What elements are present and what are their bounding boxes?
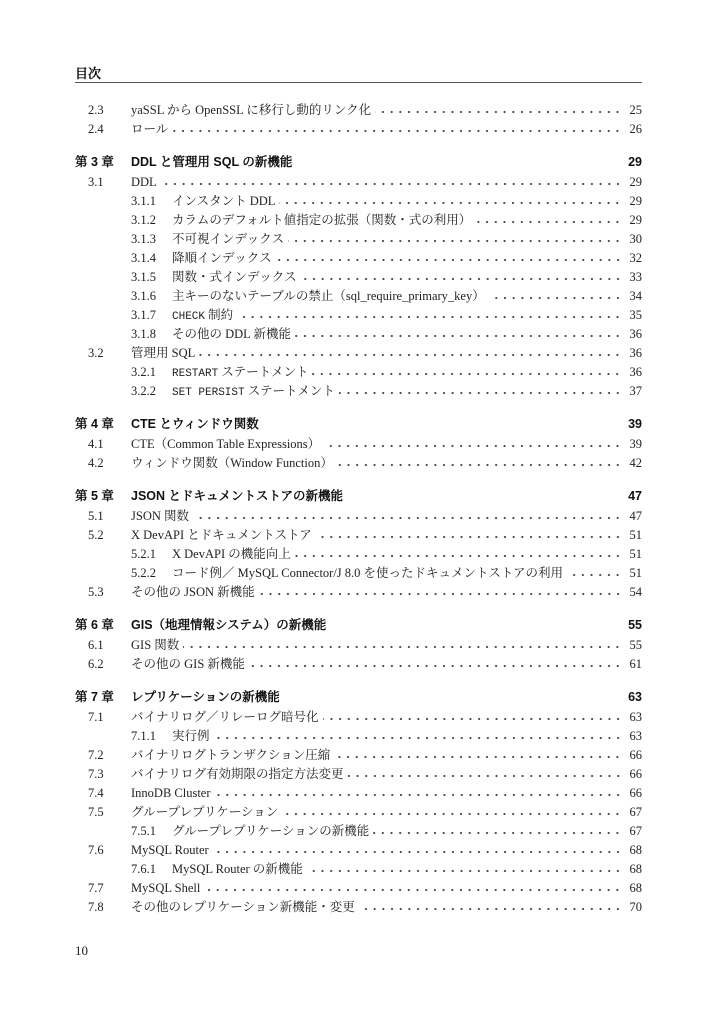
entry-page: 29: [629, 194, 642, 208]
dot-leader: [237, 315, 622, 319]
toc-chapter[interactable]: [75, 414, 642, 435]
entry-page: 29: [629, 175, 642, 189]
toc-section[interactable]: [75, 841, 642, 860]
entry-number: 3.1.6: [131, 289, 156, 303]
dot-leader: [259, 592, 622, 596]
dot-leader: [282, 812, 622, 816]
toc-section[interactable]: [75, 583, 642, 602]
dot-leader: [193, 516, 622, 520]
entry-title: カラムのデフォルト値指定の拡張（関数・式の利用）: [172, 213, 472, 227]
entry-number: 7.1: [88, 710, 104, 724]
page-number: 10: [75, 943, 88, 958]
entry-number: 7.6: [88, 843, 104, 857]
entry-title: バイナリログ／リレーログ暗号化: [131, 710, 319, 724]
entry-page: 32: [629, 251, 642, 265]
toc-section[interactable]: [75, 526, 642, 545]
entry-page: 25: [629, 103, 642, 117]
dot-leader: [213, 850, 622, 854]
toc-section[interactable]: [75, 344, 642, 363]
entry-number: 4.1: [88, 437, 104, 451]
entry-title: その他の GIS 新機能: [131, 657, 245, 671]
entry-number: 第 3 章: [75, 155, 114, 169]
dot-leader: [295, 554, 622, 558]
entry-title: グループレプリケーション: [131, 805, 279, 819]
toc-subsection[interactable]: [75, 325, 642, 344]
entry-page: 47: [629, 509, 642, 523]
entry-number: 3.1.4: [131, 251, 156, 265]
entry-number: 7.4: [88, 786, 104, 800]
entry-page: 51: [629, 528, 642, 542]
entry-number: 3.1: [88, 175, 104, 189]
toc-chapter[interactable]: [75, 615, 642, 636]
toc-section[interactable]: [75, 454, 642, 473]
entry-page: 29: [628, 155, 642, 169]
entry-number: 7.3: [88, 767, 104, 781]
toc-chapter[interactable]: [75, 687, 642, 708]
entry-title: 関数・式インデックス: [172, 270, 297, 284]
toc-subsection[interactable]: [75, 545, 642, 564]
toc-section[interactable]: [75, 803, 642, 822]
entry-page: 33: [629, 270, 642, 284]
entry-page: 26: [629, 122, 642, 136]
toc-subsection[interactable]: [75, 306, 642, 325]
entry-title: 主キーのないテーブルの禁止（sql_require_primary_key）: [172, 289, 485, 303]
entry-number: 7.5.1: [131, 824, 156, 838]
toc-subsection[interactable]: [75, 249, 642, 268]
dot-leader: [312, 372, 622, 376]
dot-leader: [199, 353, 622, 357]
entry-number: 3.2: [88, 346, 104, 360]
entry-number: 3.1.3: [131, 232, 156, 246]
entry-page: 68: [629, 843, 642, 857]
dot-leader: [489, 296, 622, 300]
toc-section[interactable]: [75, 173, 642, 192]
entry-page: 55: [629, 638, 642, 652]
entry-number: 7.8: [88, 900, 104, 914]
toc-section[interactable]: [75, 655, 642, 674]
toc-section[interactable]: [75, 879, 642, 898]
toc-subsection[interactable]: [75, 211, 642, 230]
dot-leader: [295, 334, 622, 338]
entry-title: その他の DDL 新機能: [172, 327, 291, 341]
entry-number: 3.1.7: [131, 308, 156, 322]
entry-number: 第 5 章: [75, 489, 114, 503]
dot-leader: [337, 463, 622, 467]
entry-title: グループレプリケーションの新機能: [172, 824, 370, 838]
entry-title: 管理用 SQL: [131, 346, 196, 360]
entry-number: 第 7 章: [75, 690, 114, 704]
entry-title: GIS（地理情報システム）の新機能: [131, 618, 327, 632]
entry-page: 35: [629, 308, 642, 322]
entry-number: 5.2: [88, 528, 104, 542]
entry-title: InnoDB Cluster: [131, 786, 211, 800]
dot-leader: [172, 129, 622, 133]
dot-leader: [288, 239, 622, 243]
entry-title: その他のレプリケーション新機能・変更: [131, 900, 355, 914]
entry-page: 39: [629, 437, 642, 451]
entry-page: 36: [629, 365, 642, 379]
entry-number: 5.2.1: [131, 547, 156, 561]
entry-title: バイナリログ有効期限の指定方法変更: [131, 767, 344, 781]
toc-section[interactable]: [75, 746, 642, 765]
entry-page: 66: [629, 786, 642, 800]
entry-title: MySQL Router の新機能: [172, 862, 303, 876]
dot-leader: [339, 391, 622, 395]
entry-page: 54: [629, 585, 642, 599]
entry-number: 2.3: [88, 103, 104, 117]
entry-page: 67: [629, 824, 642, 838]
entry-page: 51: [629, 566, 642, 580]
running-header: 目次: [75, 66, 102, 81]
entry-title: CTE とウィンドウ関数: [131, 417, 259, 431]
entry-number: 第 6 章: [75, 618, 114, 632]
entry-page: 34: [629, 289, 642, 303]
entry-number: 7.5: [88, 805, 104, 819]
entry-page: 55: [628, 618, 642, 632]
entry-page: 37: [629, 384, 642, 398]
toc-section[interactable]: [75, 784, 642, 803]
toc-section[interactable]: [75, 636, 642, 655]
dot-leader: [204, 888, 622, 892]
toc-section[interactable]: [75, 101, 642, 120]
entry-title: X DevAPI とドキュメントストア: [131, 528, 312, 542]
entry-page: 63: [628, 690, 642, 704]
entry-number: 5.1: [88, 509, 104, 523]
dot-leader: [183, 645, 622, 649]
toc-subsection[interactable]: [75, 727, 642, 746]
entry-page: 39: [628, 417, 642, 431]
toc-subsection[interactable]: [75, 287, 642, 306]
entry-number: 3.1.1: [131, 194, 156, 208]
entry-title: JSON とドキュメントストアの新機能: [131, 489, 344, 503]
toc-section[interactable]: [75, 765, 642, 784]
entry-title: JSON 関数: [131, 509, 189, 523]
entry-code: RESTART: [172, 368, 219, 380]
entry-page: 47: [628, 489, 642, 503]
dot-leader: [324, 444, 622, 448]
entry-title: コード例／ MySQL Connector/J 8.0 を使ったドキュメントストアの利用: [172, 566, 564, 580]
entry-number: 6.2: [88, 657, 104, 671]
entry-page: 63: [629, 710, 642, 724]
entry-page: 29: [629, 213, 642, 227]
entry-page: 36: [629, 327, 642, 341]
dot-leader: [215, 793, 622, 797]
entry-title: RESTART ステートメント: [172, 365, 309, 380]
entry-number: 5.3: [88, 585, 104, 599]
dot-leader: [316, 535, 622, 539]
entry-number: 7.7: [88, 881, 104, 895]
toc-section[interactable]: [75, 120, 642, 139]
entry-title: DDL と管理用 SQL の新機能: [131, 155, 293, 169]
entry-number: 7.1.1: [131, 729, 156, 743]
toc-subsection[interactable]: [75, 564, 642, 583]
header-rule: [75, 82, 642, 83]
entry-number: 3.1.5: [131, 270, 156, 284]
entry-title: DDL: [131, 175, 157, 189]
entry-page: 42: [629, 456, 642, 470]
toc-section[interactable]: [75, 435, 642, 454]
entry-number: 7.2: [88, 748, 104, 762]
toc-subsection[interactable]: [75, 860, 642, 879]
entry-title: CHECK 制約: [172, 308, 234, 323]
entry-title: ロール: [131, 122, 169, 136]
entry-title: バイナリログトランザクション圧縮: [131, 748, 331, 762]
entry-title: MySQL Shell: [131, 881, 201, 895]
toc-subsection[interactable]: [75, 363, 642, 382]
entry-number: 3.2.1: [131, 365, 156, 379]
toc-subsection[interactable]: [75, 382, 642, 401]
dot-leader: [276, 258, 622, 262]
table-of-contents: [75, 101, 642, 917]
entry-page: 70: [629, 900, 642, 914]
toc-subsection[interactable]: [75, 230, 642, 249]
entry-title: CTE（Common Table Expressions）: [131, 437, 321, 451]
dot-leader: [348, 774, 622, 778]
dot-leader: [334, 755, 622, 759]
dot-leader: [279, 201, 622, 205]
toc-chapter[interactable]: [75, 486, 642, 507]
entry-title: yaSSL から OpenSSL に移行し動的リンク化: [131, 103, 372, 117]
entry-page: 67: [629, 805, 642, 819]
entry-title: 実行例: [172, 729, 210, 743]
entry-number: 5.2.2: [131, 566, 156, 580]
toc-subsection[interactable]: [75, 822, 642, 841]
entry-title: 不可視インデックス: [172, 232, 285, 246]
entry-number: 第 4 章: [75, 417, 114, 431]
entry-page: 51: [629, 547, 642, 561]
entry-title: GIS 関数: [131, 638, 180, 652]
entry-page: 68: [629, 881, 642, 895]
dot-leader: [249, 664, 622, 668]
entry-number: 4.2: [88, 456, 104, 470]
dot-leader: [475, 220, 622, 224]
entry-number: 2.4: [88, 122, 104, 136]
entry-title: 降順インデックス: [172, 251, 272, 265]
entry-page: 61: [629, 657, 642, 671]
dot-leader: [373, 831, 622, 835]
dot-leader: [301, 277, 622, 281]
entry-page: 36: [629, 346, 642, 360]
toc-chapter[interactable]: [75, 152, 642, 173]
toc-subsection[interactable]: [75, 268, 642, 287]
entry-title: ウィンドウ関数（Window Function）: [131, 456, 333, 470]
dot-leader: [161, 182, 622, 186]
dot-leader: [359, 907, 622, 911]
entry-title: MySQL Router: [131, 843, 209, 857]
dot-leader: [323, 717, 622, 721]
entry-page: 66: [629, 748, 642, 762]
entry-title: レプリケーションの新機能: [131, 690, 280, 704]
entry-number: 6.1: [88, 638, 104, 652]
entry-page: 68: [629, 862, 642, 876]
entry-title: SET PERSIST ステートメント: [172, 384, 335, 399]
entry-page: 66: [629, 767, 642, 781]
toc-section[interactable]: [75, 898, 642, 917]
entry-title: インスタント DDL: [172, 194, 276, 208]
entry-page: 30: [629, 232, 642, 246]
toc-section[interactable]: [75, 708, 642, 727]
entry-title: その他の JSON 新機能: [131, 585, 255, 599]
entry-code: CHECK: [172, 311, 206, 323]
entry-number: 3.2.2: [131, 384, 156, 398]
dot-leader: [567, 573, 622, 577]
entry-number: 3.1.8: [131, 327, 156, 341]
dot-leader: [214, 736, 622, 740]
dot-leader: [375, 110, 622, 114]
dot-leader: [307, 869, 622, 873]
entry-page: 63: [629, 729, 642, 743]
toc-section[interactable]: [75, 507, 642, 526]
entry-number: 3.1.2: [131, 213, 156, 227]
toc-subsection[interactable]: [75, 192, 642, 211]
entry-code: SET PERSIST: [172, 387, 245, 399]
entry-number: 7.6.1: [131, 862, 156, 876]
entry-title: X DevAPI の機能向上: [172, 547, 291, 561]
